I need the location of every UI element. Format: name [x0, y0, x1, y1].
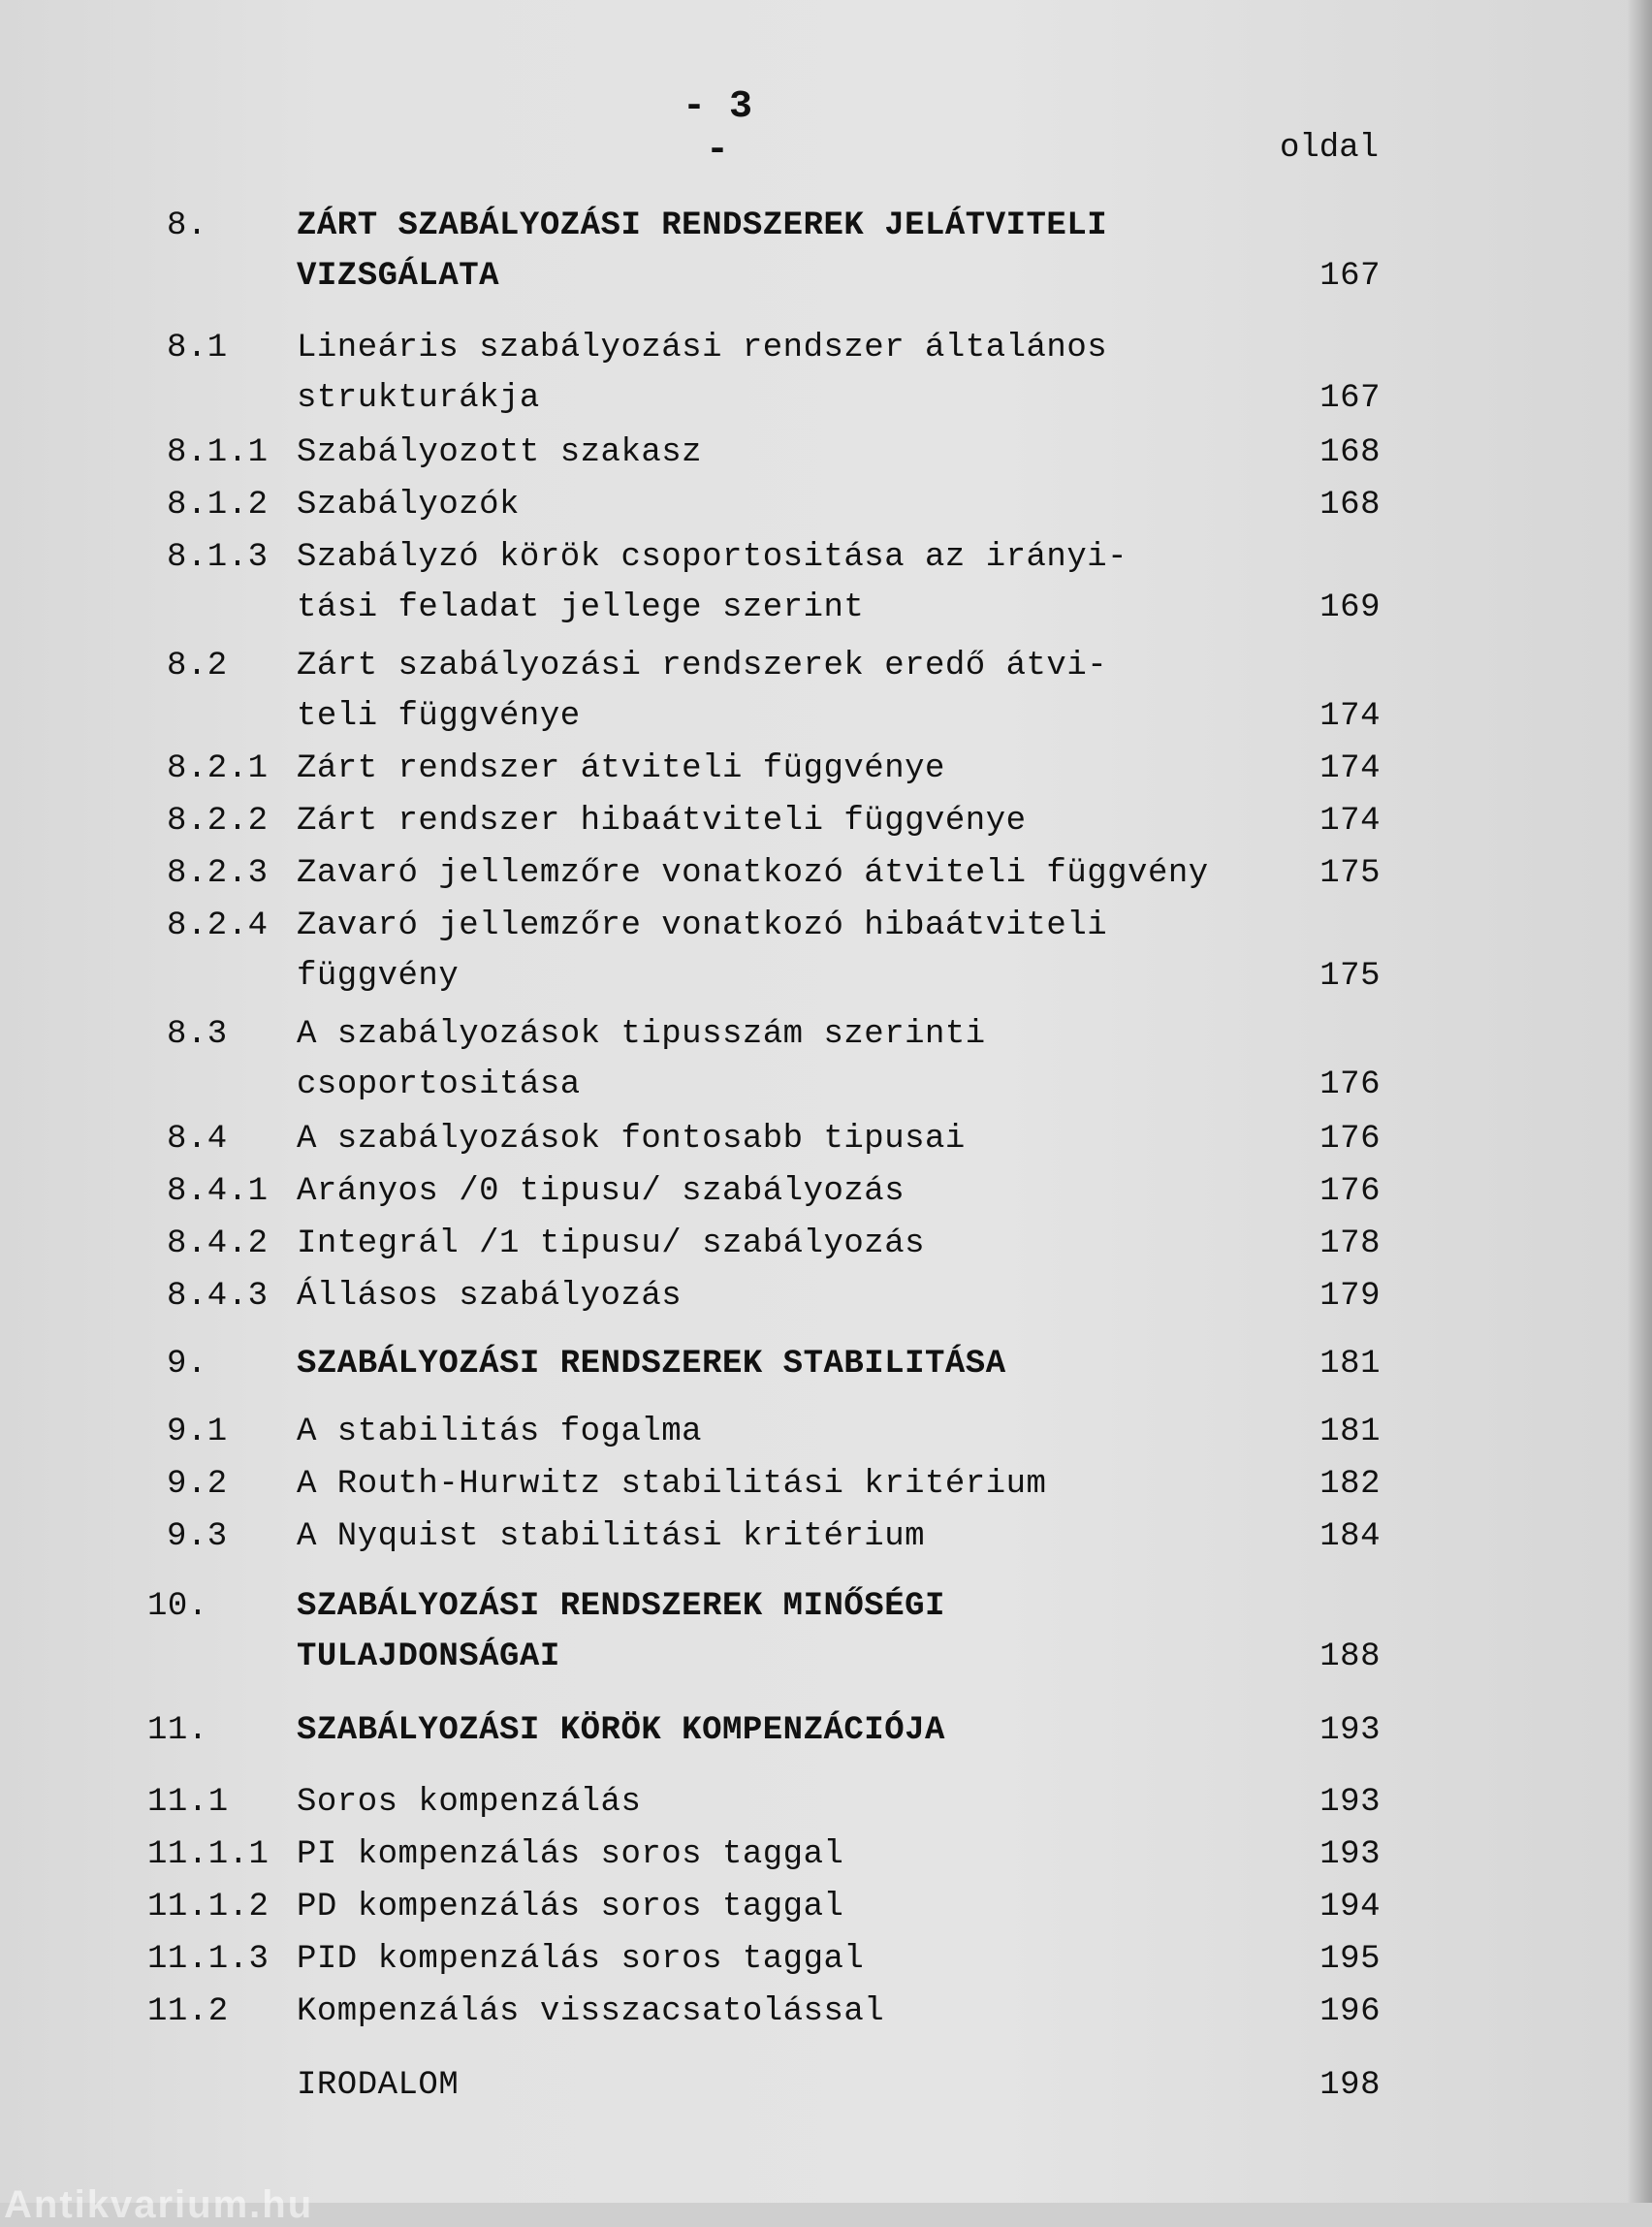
toc-page-number: 176 — [1319, 1173, 1381, 1210]
toc-title-line: IRODALOM — [297, 2067, 460, 2104]
watermark-text: Antikvarium.hu — [4, 2183, 314, 2226]
toc-page-number: 194 — [1319, 1889, 1381, 1925]
toc-section-number: 8. — [167, 207, 207, 244]
toc-page-number: 181 — [1319, 1414, 1381, 1450]
toc-title-line: Arányos /0 tipusu/ szabályozás — [297, 1173, 905, 1210]
toc-title-line: függvény — [297, 958, 460, 995]
toc-page-number: 193 — [1319, 1836, 1381, 1873]
toc-page-number: 188 — [1319, 1638, 1381, 1675]
toc-section-number: 8.2.2 — [167, 803, 269, 840]
toc-title-line: csoportositása — [297, 1066, 581, 1103]
toc-title-line: VIZSGÁLATA — [297, 258, 500, 295]
toc-page-number: 182 — [1319, 1466, 1381, 1503]
toc-page-number: 198 — [1319, 2067, 1381, 2104]
toc-section-number: 8.3 — [167, 1016, 228, 1053]
toc-page-number: 175 — [1319, 958, 1381, 995]
toc-page-number: 167 — [1319, 380, 1381, 417]
toc-page-number: 168 — [1319, 434, 1381, 471]
toc-title-line: Szabályozott szakasz — [297, 434, 703, 471]
toc-section-number: 8.4.1 — [167, 1173, 269, 1210]
toc-title-line: Kompenzálás visszacsatolással — [297, 1993, 885, 2030]
toc-page-number: 174 — [1319, 750, 1381, 787]
toc-title-line: A szabályozások fontosabb tipusai — [297, 1121, 966, 1158]
toc-title-line: teli függvénye — [297, 698, 581, 735]
toc-page-number: 169 — [1319, 589, 1381, 626]
toc-title-line: SZABÁLYOZÁSI RENDSZEREK STABILITÁSA — [297, 1346, 1006, 1383]
toc-section-number: 8.4 — [167, 1121, 228, 1158]
toc-title-line: Zárt rendszer hibaátviteli függvénye — [297, 803, 1027, 840]
toc-section-number: 9.3 — [167, 1518, 228, 1555]
toc-page-number: 178 — [1319, 1225, 1381, 1262]
toc-title-line: Állásos szabályozás — [297, 1278, 683, 1315]
toc-section-number: 8.2 — [167, 648, 228, 684]
toc-title-line: SZABÁLYOZÁSI KÖRÖK KOMPENZÁCIÓJA — [297, 1712, 945, 1749]
toc-section-number: 11.1.3 — [147, 1941, 270, 1978]
toc-section-number: 8.1.1 — [167, 434, 269, 471]
toc-section-number: 8.2.4 — [167, 907, 269, 944]
toc-title-line: PI kompenzálás soros taggal — [297, 1836, 844, 1873]
toc-title-line: Szabályozók — [297, 487, 520, 524]
toc-title-line: A stabilitás fogalma — [297, 1414, 703, 1450]
toc-section-number: 8.1.3 — [167, 539, 269, 576]
toc-title-line: Zárt szabályozási rendszerek eredő átvi- — [297, 648, 1108, 684]
toc-page-number: 174 — [1319, 698, 1381, 735]
toc-page-number: 193 — [1319, 1784, 1381, 1821]
toc-section-number: 11.2 — [147, 1993, 229, 2030]
toc-section-number: 11. — [147, 1712, 208, 1749]
toc-page-number: 175 — [1319, 855, 1381, 892]
toc-section-number: 10. — [147, 1588, 208, 1625]
toc-page-number: 176 — [1319, 1066, 1381, 1103]
page-column-label: oldal — [1280, 130, 1380, 167]
toc-title-line: A szabályozások tipusszám szerinti — [297, 1016, 986, 1053]
toc-page-number: 179 — [1319, 1278, 1381, 1315]
toc-section-number: 8.1 — [167, 330, 228, 366]
toc-title-line: A Routh-Hurwitz stabilitási kritérium — [297, 1466, 1047, 1503]
toc-page-number: 196 — [1319, 1993, 1381, 2030]
toc-section-number: 8.2.3 — [167, 855, 269, 892]
toc-title-line: A Nyquist stabilitási kritérium — [297, 1518, 926, 1555]
toc-title-line: Szabályzó körök csoportositása az irányi- — [297, 539, 1128, 576]
toc-section-number: 8.4.2 — [167, 1225, 269, 1262]
toc-page-number: 174 — [1319, 803, 1381, 840]
toc-title-line: SZABÁLYOZÁSI RENDSZEREK MINŐSÉGI — [297, 1588, 945, 1625]
toc-page-number: 168 — [1319, 487, 1381, 524]
toc-section-number: 11.1 — [147, 1784, 229, 1821]
toc-title-line: Lineáris szabályozási rendszer általános — [297, 330, 1108, 366]
toc-title-line: ZÁRT SZABÁLYOZÁSI RENDSZEREK JELÁTVITELI — [297, 207, 1108, 244]
toc-title-line: Zavaró jellemzőre vonatkozó hibaátviteli — [297, 907, 1108, 944]
toc-page-number: 167 — [1319, 258, 1381, 295]
toc-title-line: Zárt rendszer átviteli függvénye — [297, 750, 945, 787]
watermark — [0, 2178, 368, 2226]
toc-section-number: 8.4.3 — [167, 1278, 269, 1315]
toc-title-line: PID kompenzálás soros taggal — [297, 1941, 865, 1978]
toc-page-number: 184 — [1319, 1518, 1381, 1555]
toc-section-number: 11.1.2 — [147, 1889, 270, 1925]
page-number: - 3 - — [682, 85, 752, 173]
toc-section-number: 11.1.1 — [147, 1836, 270, 1873]
toc-section-number: 8.2.1 — [167, 750, 269, 787]
toc-page-number: 176 — [1319, 1121, 1381, 1158]
toc-title-line: PD kompenzálás soros taggal — [297, 1889, 844, 1925]
toc-title-line: TULAJDONSÁGAI — [297, 1638, 560, 1675]
toc-title-line: Integrál /1 tipusu/ szabályozás — [297, 1225, 926, 1262]
toc-title-line: tási feladat jellege szerint — [297, 589, 865, 626]
toc-page-number: 181 — [1319, 1346, 1381, 1383]
toc-section-number: 9.2 — [167, 1466, 228, 1503]
toc-title-line: Soros kompenzálás — [297, 1784, 642, 1821]
toc-section-number: 8.1.2 — [167, 487, 269, 524]
toc-section-number: 9.1 — [167, 1414, 228, 1450]
toc-title-line: strukturákja — [297, 380, 540, 417]
toc-page-number: 195 — [1319, 1941, 1381, 1978]
toc-title-line: Zavaró jellemzőre vonatkozó átviteli függvény — [297, 855, 1209, 892]
toc-section-number: 9. — [167, 1346, 207, 1383]
toc-page-number: 193 — [1319, 1712, 1381, 1749]
